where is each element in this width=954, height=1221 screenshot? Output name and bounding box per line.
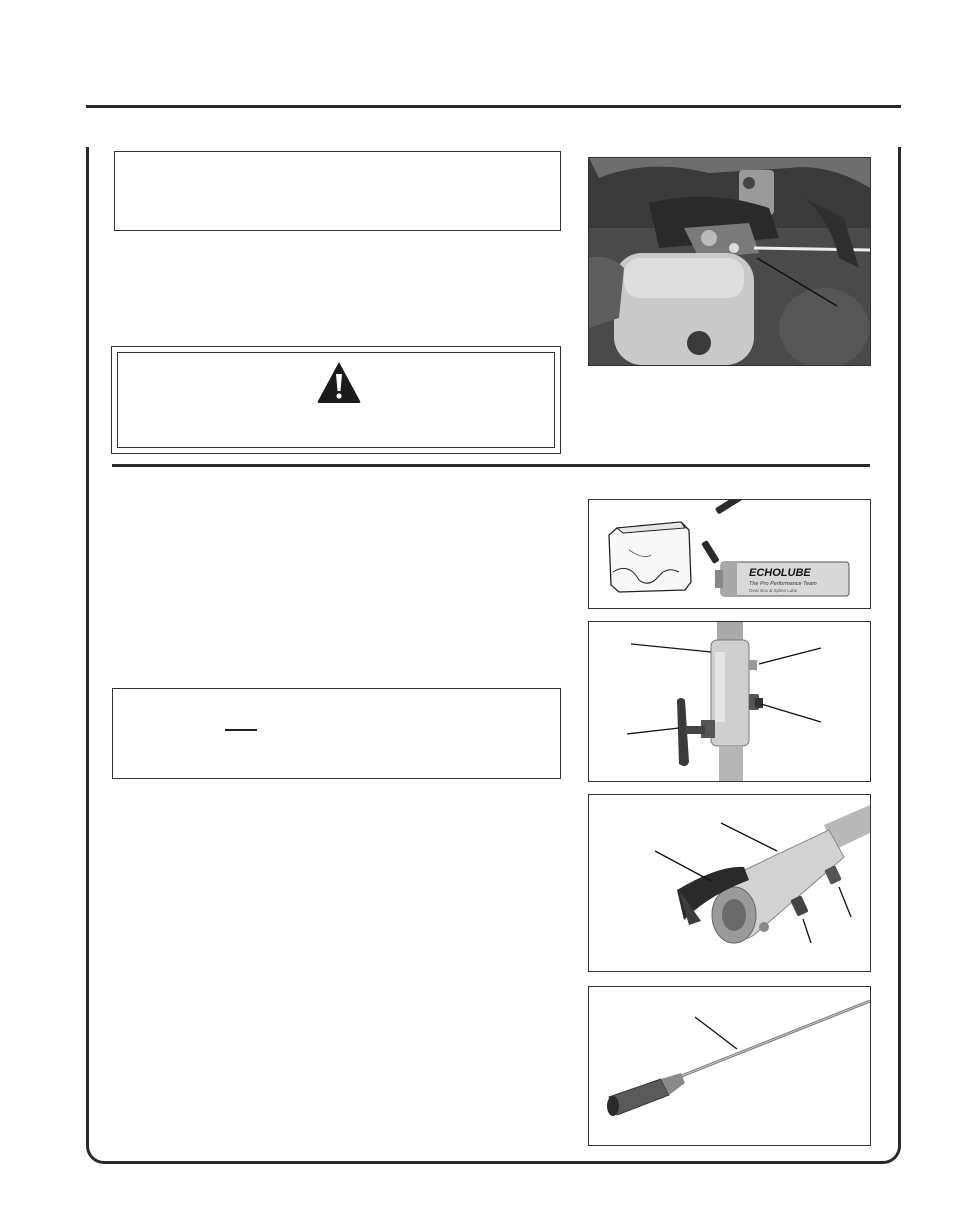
note-box-2 xyxy=(112,688,561,779)
note-box xyxy=(114,151,561,231)
drive-shaft-photo xyxy=(588,986,871,1146)
engine-photo xyxy=(588,157,871,366)
echolube-tagline: The Pro Performance Team xyxy=(749,581,817,587)
header-rule xyxy=(86,105,901,108)
warning-icon xyxy=(316,360,362,404)
echolube-subtext: Gear Box & Spline Lube xyxy=(749,588,798,593)
underline-mark xyxy=(225,729,257,731)
kit-photo xyxy=(588,499,871,609)
coupler-angled-photo xyxy=(588,794,871,972)
coupler-photo xyxy=(588,621,871,782)
section-rule xyxy=(112,464,870,467)
echolube-label: ECHOLUBE xyxy=(749,567,811,579)
